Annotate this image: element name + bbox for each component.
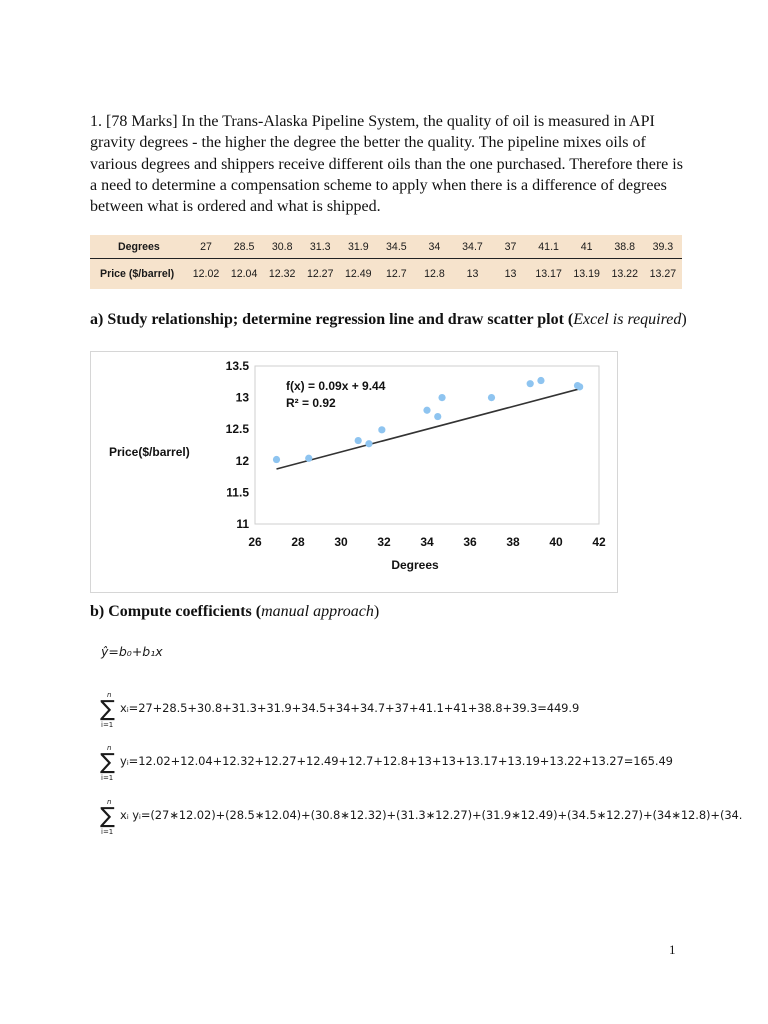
price-cell: 13.19 bbox=[573, 267, 600, 280]
data-point bbox=[527, 380, 534, 387]
x-tick-label: 38 bbox=[506, 535, 520, 549]
degrees-cell: 34.7 bbox=[453, 235, 491, 259]
summation-upper-limit: n bbox=[107, 691, 112, 699]
section-b-heading-close: ) bbox=[373, 603, 380, 620]
y-tick-label: 13.5 bbox=[225, 359, 249, 373]
summation-upper-limit: n bbox=[107, 799, 112, 806]
summation-icon: ∑ bbox=[100, 697, 115, 722]
section-a-heading-note: Excel is required bbox=[573, 311, 682, 328]
data-point bbox=[365, 440, 372, 447]
data-point bbox=[355, 437, 362, 444]
price-cell: 12.49 bbox=[345, 267, 372, 280]
section-a-heading-close: ) bbox=[681, 311, 687, 328]
summation-icon: ∑ bbox=[100, 750, 115, 775]
degrees-cell: 27 bbox=[187, 235, 225, 259]
price-cell: 13.17 bbox=[535, 267, 562, 280]
degrees-cell: 37 bbox=[492, 235, 530, 259]
sum-y-expression: yᵢ=12.02+12.04+12.32+12.27+12.49+12.7+12.8+13+13+13.17+13.19+13.22+13.27=165.49 bbox=[120, 754, 673, 768]
data-table bbox=[90, 235, 682, 289]
price-row bbox=[90, 259, 682, 289]
data-point bbox=[434, 413, 441, 420]
y-tick-label: 11.5 bbox=[226, 485, 249, 500]
page-number: 1 bbox=[669, 942, 676, 957]
price-cell: 12.04 bbox=[230, 267, 258, 280]
x-tick-label: 42 bbox=[592, 535, 606, 549]
data-point bbox=[423, 407, 430, 414]
x-tick-label: 40 bbox=[549, 535, 563, 549]
data-point bbox=[273, 456, 280, 463]
degrees-cell: 30.8 bbox=[263, 235, 301, 259]
degrees-cell: 34.5 bbox=[377, 235, 415, 259]
y-tick-label: 12 bbox=[235, 453, 249, 468]
section-a-heading bbox=[90, 309, 690, 331]
degrees-cell: 39.3 bbox=[644, 235, 682, 259]
price-cell: 12.27 bbox=[306, 267, 334, 280]
y-tick-label: 11 bbox=[236, 517, 249, 531]
degrees-row bbox=[90, 235, 682, 259]
chart-r-squared-label: R² = 0.92 bbox=[286, 396, 336, 410]
price-cell: 13 bbox=[504, 267, 517, 280]
section-b-heading bbox=[90, 603, 379, 621]
degrees-cell: 41.1 bbox=[530, 235, 568, 259]
summation-lower-limit: i=1 bbox=[101, 828, 114, 836]
x-tick-label: 32 bbox=[377, 535, 391, 549]
summation-lower-limit: i=1 bbox=[101, 721, 114, 729]
chart-y-axis-label: Price($/barrel) bbox=[109, 445, 190, 459]
scatter-chart bbox=[90, 351, 618, 593]
scatter-chart-svg bbox=[91, 352, 617, 592]
price-cell: 12.7 bbox=[386, 267, 407, 280]
degrees-row-label: Degrees bbox=[90, 235, 187, 259]
data-point bbox=[305, 455, 312, 462]
price-cell: 13.27 bbox=[649, 267, 677, 280]
summation-lower-limit: i=1 bbox=[101, 774, 114, 782]
x-tick-label: 26 bbox=[248, 535, 262, 549]
chart-x-axis-label: Degrees bbox=[391, 558, 439, 572]
degrees-cell: 28.5 bbox=[225, 235, 263, 259]
sum-xy-equation bbox=[100, 799, 768, 841]
sum-x-expression: xᵢ=27+28.5+30.8+31.3+31.9+34.5+34+34.7+37+41.1+41+38.8+39.3=449.9 bbox=[120, 701, 580, 715]
degrees-cell: 38.8 bbox=[606, 235, 644, 259]
y-tick-label: 13 bbox=[235, 390, 249, 405]
data-point bbox=[378, 426, 385, 433]
data-point bbox=[537, 377, 544, 384]
y-tick-label: 12.5 bbox=[225, 422, 249, 437]
price-cell: 13 bbox=[466, 267, 479, 280]
data-point bbox=[574, 382, 581, 389]
degrees-cell: 34 bbox=[415, 235, 453, 259]
x-tick-label: 30 bbox=[334, 535, 348, 549]
degrees-cell: 41 bbox=[568, 235, 606, 259]
data-point bbox=[488, 394, 495, 401]
x-tick-label: 28 bbox=[291, 535, 305, 549]
degrees-cell: 31.3 bbox=[301, 235, 339, 259]
data-point bbox=[438, 394, 445, 401]
chart-tick-labels bbox=[226, 359, 606, 549]
degrees-cell: 31.9 bbox=[339, 235, 377, 259]
section-a-heading-text: a) Study relationship; determine regression line and draw scatter plot ( bbox=[90, 311, 574, 328]
section-b-heading-note: manual approach bbox=[261, 603, 374, 620]
sum-xy-expression: xᵢ yᵢ=(27∗12.02)+(28.5∗12.04)+(30.8∗12.32)+(31.3∗12.27)+(31.9∗12.49)+(34.5∗12.27)+(34∗12.8)+(34. bbox=[120, 808, 743, 822]
price-cell: 12.02 bbox=[192, 267, 220, 280]
problem-statement: 1. [78 Marks] In the Trans-Alaska Pipeline System, the quality of oil is measured in API gravity degrees - the higher the degree the better the quality. The pipeline mixes oils of various degrees and shippers receive different oils than the one purchased. Therefore there is a need to determine a compensation scheme to apply when there is a difference of degrees between what is ordered and what is shipped. bbox=[90, 113, 683, 216]
price-cell: 13.22 bbox=[611, 267, 638, 280]
regression-model-equation: ŷ=b₀+b₁x bbox=[101, 644, 163, 659]
x-tick-label: 36 bbox=[463, 535, 477, 549]
summation-icon: ∑ bbox=[100, 804, 115, 829]
price-cell: 12.8 bbox=[424, 267, 445, 280]
section-b-heading-text: b) Compute coefficients ( bbox=[90, 603, 262, 620]
x-tick-label: 34 bbox=[420, 535, 434, 549]
summation-upper-limit: n bbox=[107, 744, 112, 752]
chart-equation-label: f(x) = 0.09x + 9.44 bbox=[286, 379, 386, 393]
price-row-label: Price ($/barrel) bbox=[100, 267, 175, 280]
price-cell: 12.32 bbox=[268, 267, 296, 280]
